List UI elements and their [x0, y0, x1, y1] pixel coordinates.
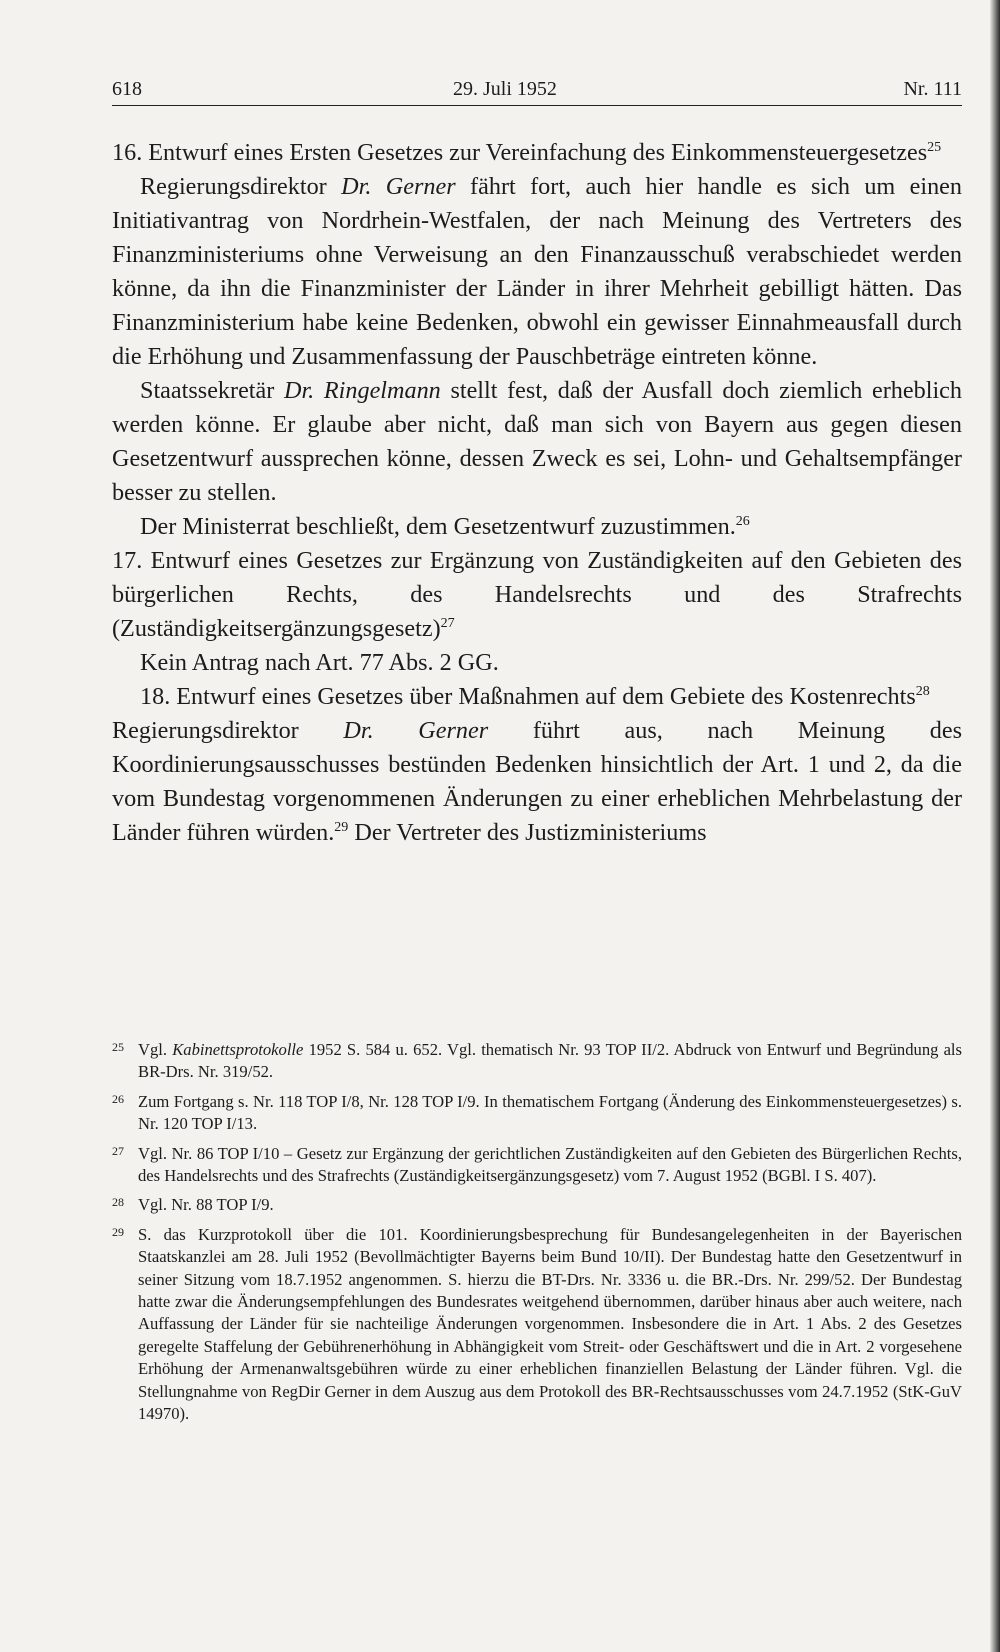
- header-rule: [112, 105, 962, 106]
- paragraph-decision-17: Kein Antrag nach Art. 77 Abs. 2 GG.: [140, 649, 499, 676]
- footnote-ref-28: 28: [915, 682, 930, 699]
- page-number: 618: [112, 78, 142, 100]
- footnote-ref-26: 26: [735, 512, 750, 529]
- footnote-ref-29: 29: [334, 818, 349, 835]
- footnote-text: Zum Fortgang s. Nr. 118 TOP I/8, Nr. 128 TOP I/9. In thematischem Fortgang (Änderung des Einkommensteuergesetzes) s. Nr. 120 TOP I/13.: [138, 1091, 962, 1134]
- speaker-name: Dr. Ringelmann: [283, 377, 441, 404]
- footnote-ref-25: 25: [927, 138, 942, 155]
- footnote-number: 26: [112, 1091, 124, 1106]
- paragraph-ringelmann: Staatssekretär Dr. Ringelmann stellt fest, daß der Ausfall doch ziemlich erheblich werden könne. Er glaube aber nicht, daß man sich von Bayern aus gegen diesen Gesetzentwurf aussprechen könne, dessen Zweck es sei, Lohn- und Gehaltsempfänger besser zu stellen.: [112, 377, 962, 506]
- main-text: [112, 136, 962, 850]
- paragraph-gerner-18: Regierungsdirektor Dr. Gerner führt aus, nach Meinung des Koordinierungsausschusses bestünden Bedenken hinsichtlich der Art. 1 und 2, da die vom Bundestag vorgenommenen Änderungen zu einer erheblichen Mehrbelastung der Länder führen würden.$^{29}$ Der Vertreter des Justizministeriums: [112, 717, 963, 846]
- footnote-ref-27: 27: [440, 614, 455, 631]
- footnote-number: 29: [112, 1224, 124, 1239]
- agenda-item-18-heading: 18. Entwurf eines Gesetzes über Maßnahmen auf dem Gebiete des Kostenrechts$^{28}$: [140, 682, 930, 710]
- agenda-item-16-heading: 16. Entwurf eines Ersten Gesetzes zur Vereinfachung des Einkommensteuergesetzes$^{25}$: [112, 138, 942, 166]
- footnote-text: S. das Kurzprotokoll über die 101. Koordinierungsbesprechung für Bundesangelegenheiten in der Bayerischen Staatskanzlei am 28. Juli 1952 (Bevollmächtigter Bayerns beim Bund 10/II). Der Bundestag hatte den Gesetzentwurf in seiner Sitzung vom 18.7.1952 angenommen. S. hierzu die BT-Drs. Nr. 3336 u. die BR.-Drs. Nr. 299/52. Der Bundestag hatte zwar die Änderungsempfehlungen des Bundesrates weitgehend übernommen, darüber hinaus aber auch weitere, nach Auffassung der Länder für sie nachteilige Änderungen vorgenommen. Insbesondere die in Art. 1 Abs. 2 des Gesetzes geregelte Staffelung der Gebührenerhöhung in Abhängigkeit vom Streit- oder Geschäftswert und die in Art. 2 vorgesehene Erhöhung der Armenanwaltsgebühren würde zu einer erheblichen finanziellen Belastung der Länder führen. Vgl. die Stellungnahme von RegDir Gerner in dem Auszug aus dem Protokoll des BR-Rechtsausschusses vom 24.7.1952 (StK-GuV 14970).: [138, 1224, 962, 1424]
- footnotes: [112, 1039, 962, 1430]
- footnote-29: [112, 1224, 962, 1426]
- header-date: 29. Juli 1952: [453, 78, 557, 100]
- footnote-number: 25: [112, 1040, 124, 1054]
- paragraph-gerner-16: Regierungsdirektor Dr. Gerner fährt fort, auch hier handle es sich um einen Initiativantrag von Nordrhein-Westfalen, der nach Meinung des Vertreters des Finanzministeriums ohne Verweisung an den Finanzausschuß verabschiedet werden könne, da ihn die Finanzminister der Länder in ihrer Mehrheit gebilligt hätten. Das Finanzministerium habe keine Bedenken, obwohl ein gewisser Einnahmeausfall durch die Erhöhung und Zusammenfassung der Pauschbeträge eintreten könne.: [112, 173, 963, 370]
- footnote-25: [112, 1039, 962, 1084]
- agenda-item-17-heading: 17. Entwurf eines Gesetzes zur Ergänzung von Zuständigkeiten auf den Gebieten des bürgerlichen Rechts, des Handelsrechts und des Strafrechts (Zuständigkeitsergänzungsgesetz)$^{27}$: [112, 547, 962, 642]
- paragraph-decision-16: Der Ministerrat beschließt, dem Gesetzentwurf zuzustimmen.$^{26}$: [140, 512, 750, 540]
- footnote-27: [112, 1143, 962, 1188]
- footnote-26: [112, 1091, 962, 1136]
- footnote-number: 28: [112, 1195, 124, 1210]
- footnote-number: 27: [112, 1143, 124, 1158]
- footnote-text: Vgl. Nr. 88 TOP I/9.: [138, 1195, 274, 1215]
- document-number: Nr. 111: [903, 78, 962, 100]
- footnote-text: Vgl. Kabinettsprotokolle 1952 S. 584 u. 652. Vgl. thematisch Nr. 93 TOP II/2. Abdruck von Entwurf und Begründung als BR-Drs. Nr. 319/52.: [138, 1040, 963, 1082]
- page-edge: [990, 0, 1000, 1652]
- footnote-28: [112, 1194, 962, 1216]
- speaker-name: Dr. Gerner: [343, 717, 489, 744]
- footnote-text: Vgl. Nr. 86 TOP I/10 – Gesetz zur Ergänzung der gerichtlichen Zuständigkeiten auf den Gebieten des Bürgerlichen Rechts, des Handelsrechts und des Strafrechts (Zuständigkeitsergänzungsgesetz) vom 7. August 1952 (BGBl. I S. 407).: [138, 1143, 962, 1186]
- running-header: [112, 72, 962, 106]
- speaker-name: Dr. Gerner: [341, 173, 456, 200]
